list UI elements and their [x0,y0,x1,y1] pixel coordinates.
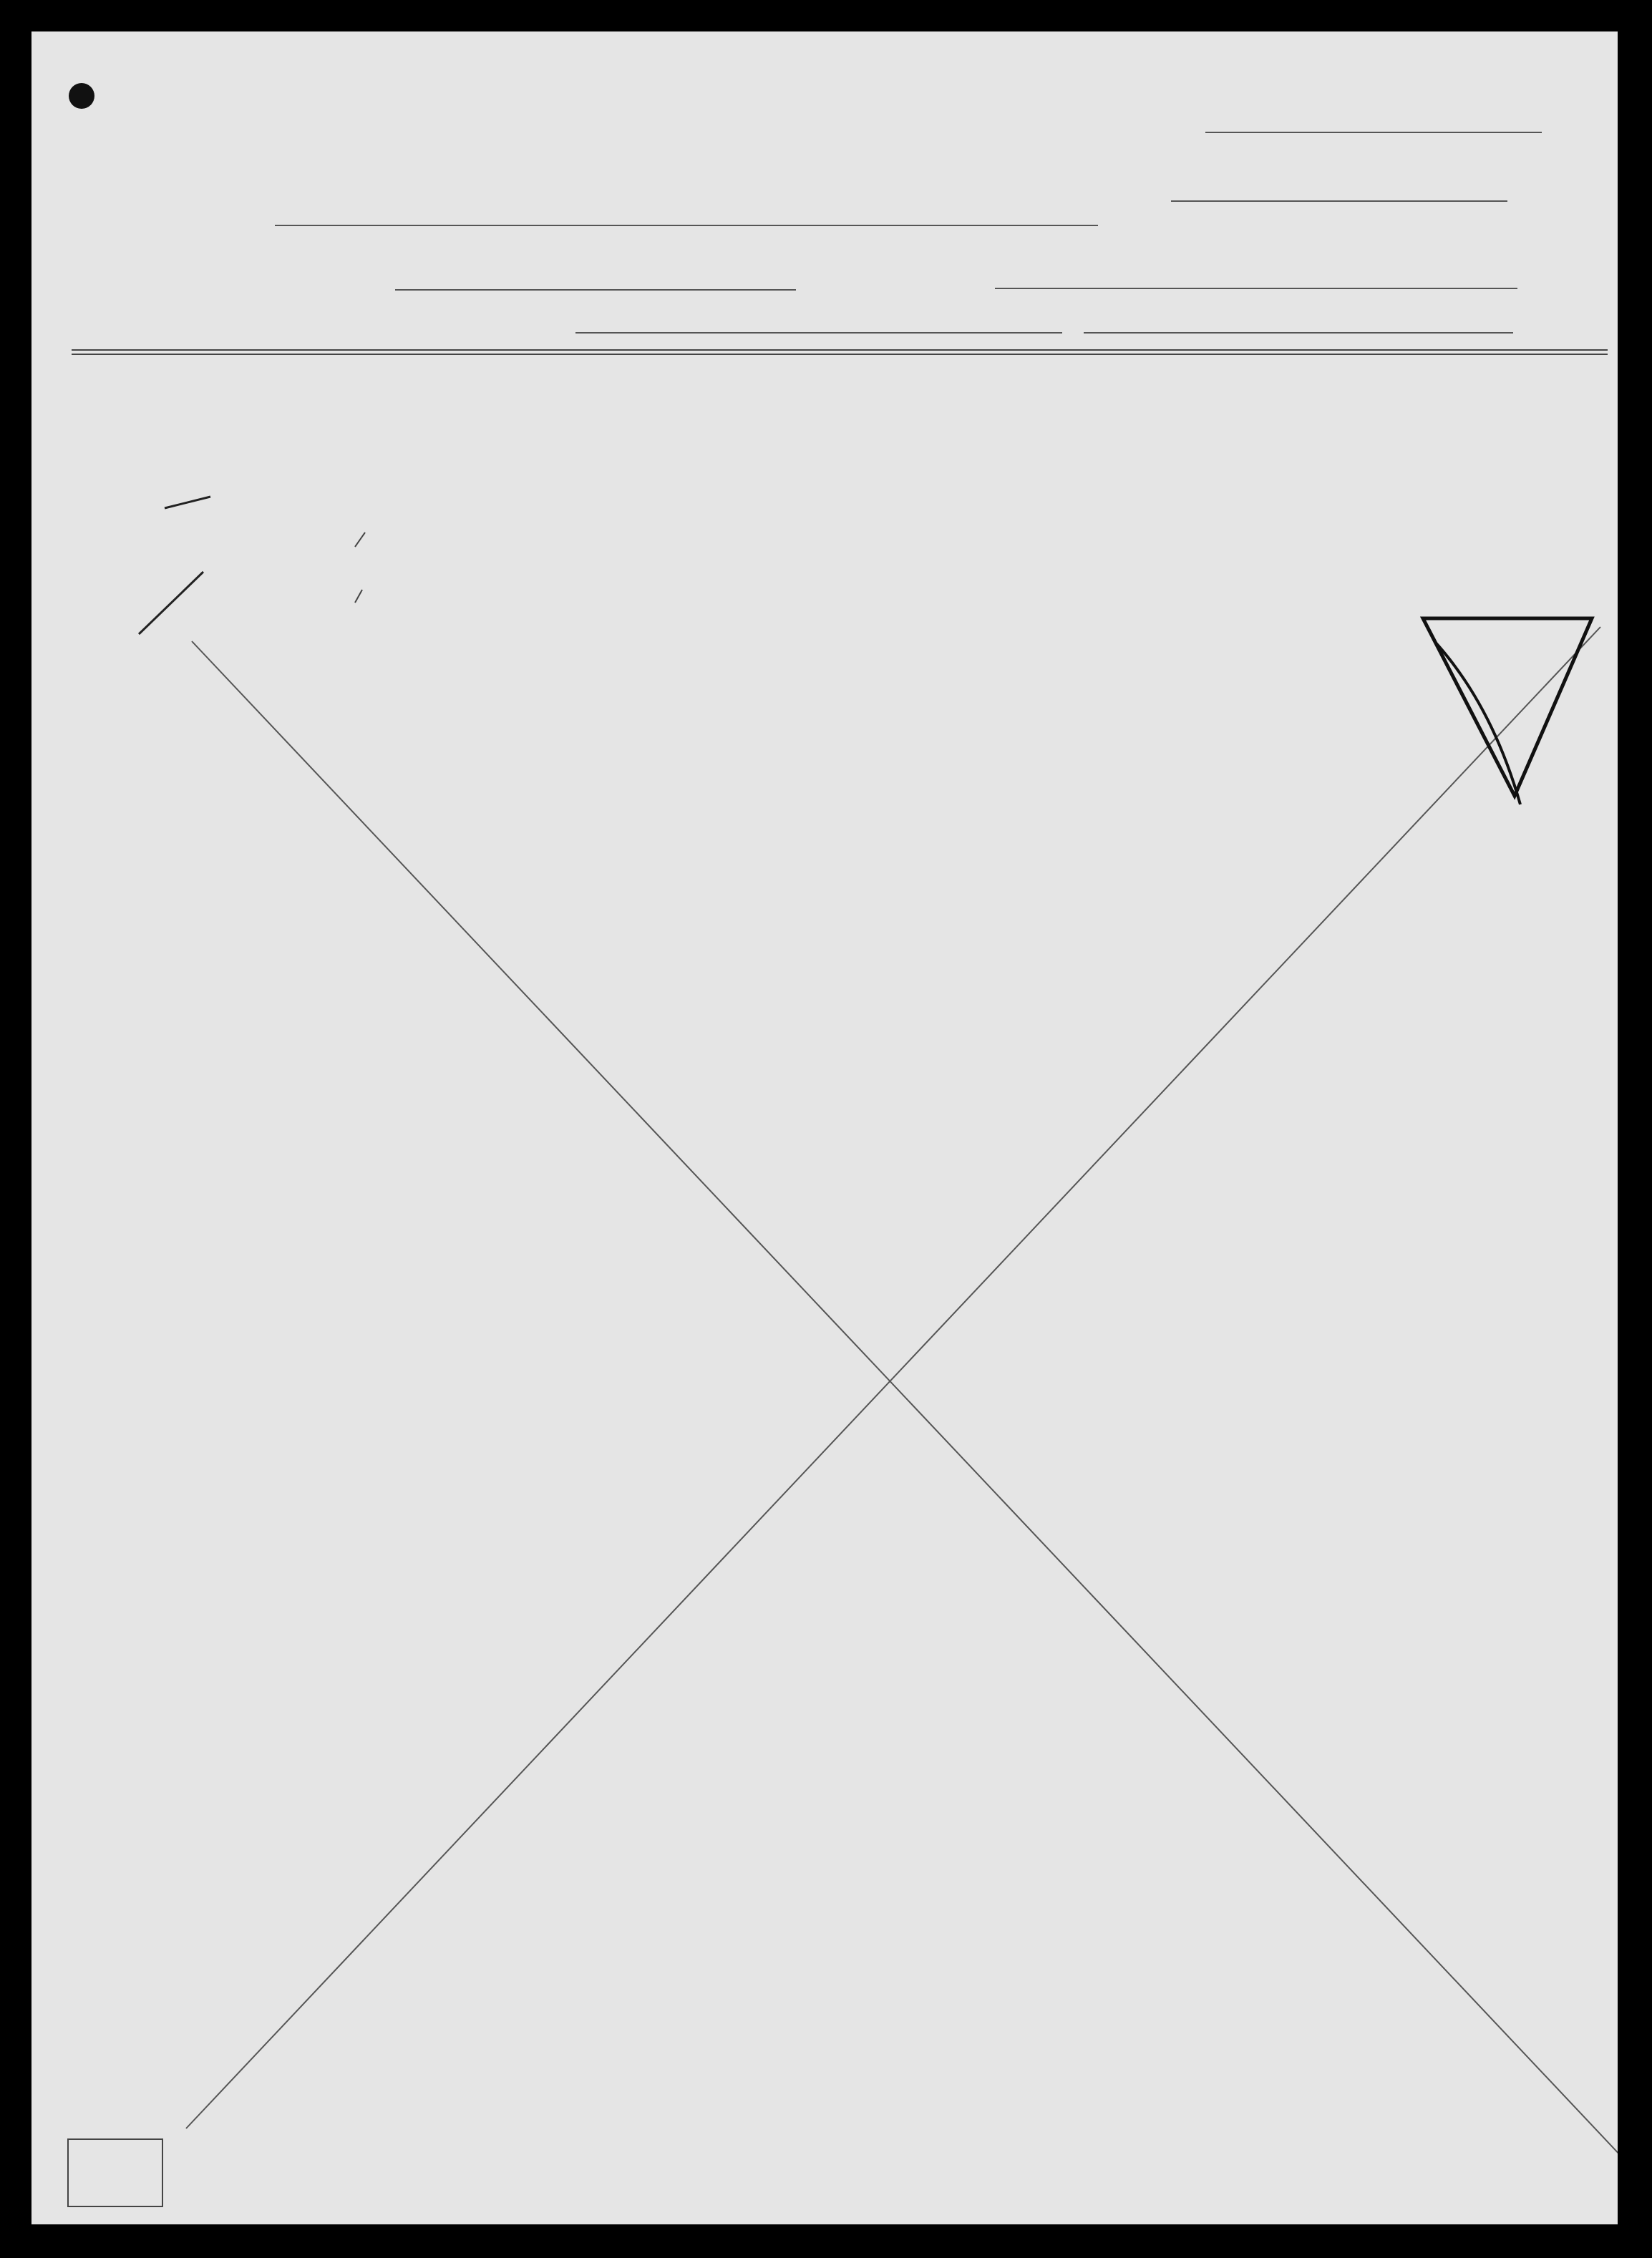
crew-list-sheet [31,31,1618,2224]
total-box [67,2138,163,2207]
cross-out-lines [31,31,1618,2224]
